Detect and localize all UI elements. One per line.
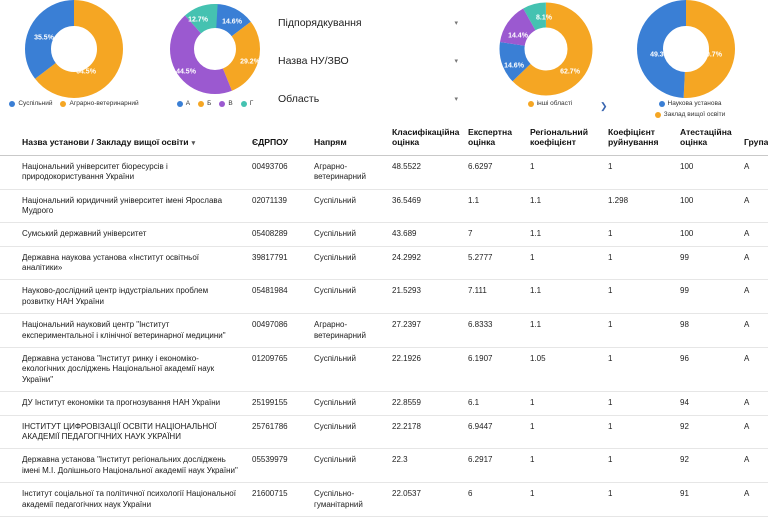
chevron-down-icon[interactable]: ▾ (454, 20, 458, 27)
legend-swatch-icon (659, 101, 665, 107)
chevron-down-icon[interactable]: ▾ (454, 96, 458, 103)
cell-atest: 96 (674, 348, 738, 392)
cell-napryam: Суспільний (308, 189, 386, 223)
cell-grupa: А (738, 483, 768, 517)
legend-item[interactable] (655, 111, 725, 118)
table-row[interactable] (0, 314, 768, 348)
cell-ruyn: 1 (602, 392, 674, 415)
cell-ruyn: 1 (602, 449, 674, 483)
cell-edrpou: 00493706 (246, 155, 308, 189)
donut-4-svg (620, 0, 760, 98)
cell-atest: 99 (674, 280, 738, 314)
cell-napryam: Аграрно-ветеринарний (308, 155, 386, 189)
cell-napryam: Суспільний (308, 246, 386, 280)
legend-item[interactable] (659, 100, 722, 107)
donut-chart-4 (620, 0, 760, 118)
legend-label: Аграрно-ветеринарний (69, 100, 139, 107)
legend-swatch-icon (241, 101, 247, 107)
filter-label: Область (278, 93, 320, 105)
cell-atest: 92 (674, 449, 738, 483)
legend-item[interactable] (9, 100, 52, 107)
cell-eksp: 7 (462, 223, 524, 246)
cell-grupa: А (738, 280, 768, 314)
column-header-regionalnyi[interactable]: Регіональний коефіцієнт (524, 122, 602, 155)
cell-atest: 91 (674, 483, 738, 517)
donut-4-label-0: 49.3% (650, 51, 670, 59)
donut-1-legend (8, 100, 140, 107)
legend-label: А (185, 100, 191, 107)
cell-edrpou: 05408289 (246, 223, 308, 246)
table-row[interactable] (0, 246, 768, 280)
cell-grupa: А (738, 223, 768, 246)
legend-item[interactable] (198, 100, 211, 107)
cell-eksp: 5.2777 (462, 246, 524, 280)
cell-name: ІНСТИТУТ ЦИФРОВІЗАЦІЇ ОСВІТИ НАЦІОНАЛЬНОЇ АКАДЕМІЇ ПЕДАГОГІЧНИХ НАУК УКРАЇНИ (0, 415, 246, 449)
donut-1-svg (8, 0, 140, 98)
cell-klas: 21.5293 (386, 280, 462, 314)
cell-reg: 1 (524, 155, 602, 189)
cell-ruyn: 1 (602, 280, 674, 314)
cell-name: Сумський державний університет (0, 223, 246, 246)
donut-2-graphic (160, 0, 270, 98)
cell-atest: 100 (674, 189, 738, 223)
results-table (0, 122, 768, 517)
cell-name: Національний науковий центр "Інститут експериментальної і клінічної ветеринарної медицини" (0, 314, 246, 348)
donut-3-graphic (486, 0, 614, 98)
table-row[interactable] (0, 189, 768, 223)
cell-grupa: А (738, 392, 768, 415)
donut-4-label-1: 50.7% (702, 51, 722, 59)
cell-reg: 1 (524, 415, 602, 449)
cell-atest: 100 (674, 223, 738, 246)
cell-ruyn: 1 (602, 483, 674, 517)
cell-grupa: А (738, 246, 768, 280)
cell-atest: 98 (674, 314, 738, 348)
cell-edrpou: 25761786 (246, 415, 308, 449)
donut-chart-1 (8, 0, 140, 107)
donut-2-legend (160, 100, 270, 107)
cell-klas: 22.1926 (386, 348, 462, 392)
cell-napryam: Суспільний (308, 223, 386, 246)
legend-swatch-icon (177, 101, 183, 107)
chevron-right-icon[interactable]: ❯ (600, 101, 608, 111)
cell-edrpou: 05539979 (246, 449, 308, 483)
legend-item[interactable] (219, 100, 232, 107)
cell-atest: 100 (674, 155, 738, 189)
column-header-napryam[interactable]: Напрям (308, 122, 386, 155)
table-row[interactable] (0, 392, 768, 415)
donut-chart-3 (486, 0, 614, 107)
donut-3-legend (486, 100, 614, 107)
cell-name: Державна установа "Інститут регіональних досліджень імені М.І. Долішнього Національної академії наук України" (0, 449, 246, 483)
cell-edrpou: 25199155 (246, 392, 308, 415)
cell-name: ДУ Інститут економіки та прогнозування НАН України (0, 392, 246, 415)
chevron-down-icon[interactable]: ▾ (454, 58, 458, 65)
legend-swatch-icon (528, 101, 534, 107)
cell-atest: 99 (674, 246, 738, 280)
cell-name: Державна установа "Інститут ринку і економіко-екологічних досліджень Національної академії наук України" (0, 348, 246, 392)
cell-grupa: А (738, 449, 768, 483)
cell-napryam: Суспільний (308, 449, 386, 483)
cell-klas: 43.689 (386, 223, 462, 246)
cell-name: Інститут соціальної та політичної психології Національної академії педагогічних наук України (0, 483, 246, 517)
cell-eksp: 7.111 (462, 280, 524, 314)
legend-item[interactable] (528, 100, 573, 107)
results-table-wrapper[interactable] (0, 122, 768, 509)
cell-ruyn: 1.298 (602, 189, 674, 223)
column-header-name[interactable] (0, 122, 246, 155)
donut-chart-2 (160, 0, 270, 107)
column-header-name-label: Назва установи / Закладу вищої освіти (22, 136, 189, 147)
cell-napryam: Суспільний (308, 415, 386, 449)
table-row[interactable] (0, 449, 768, 483)
legend-swatch-icon (198, 101, 204, 107)
donut-1-label-1: 64.5% (76, 68, 96, 76)
donut-3-svg (486, 0, 614, 98)
column-header-grupa[interactable]: Група (738, 122, 768, 155)
cell-napryam: Аграрно-ветеринарний (308, 314, 386, 348)
cell-eksp: 6.6297 (462, 155, 524, 189)
legend-label: Б (207, 100, 212, 107)
cell-reg: 1.05 (524, 348, 602, 392)
cell-edrpou: 21600715 (246, 483, 308, 517)
cell-atest: 94 (674, 392, 738, 415)
cell-klas: 36.5469 (386, 189, 462, 223)
donut-1-graphic (8, 0, 140, 98)
cell-name: Державна наукова установа «Інститут освітньої аналітики» (0, 246, 246, 280)
cell-ruyn: 1 (602, 348, 674, 392)
donut-3-label-0: 62.7% (560, 68, 580, 76)
cell-reg: 1.1 (524, 223, 602, 246)
donut-1-label-0: 35.5% (34, 34, 54, 42)
cell-atest: 92 (674, 415, 738, 449)
filter-label: Підпорядкування (278, 17, 362, 29)
column-header-ruynuvannya[interactable]: Коефіцієнт руйнування (602, 122, 674, 155)
filter-nazva-nu-zvo[interactable] (278, 42, 458, 80)
column-header-edrpou[interactable]: ЄДРПОУ (246, 122, 308, 155)
cell-name: Національний юридичний університет імені Ярослава Мудрого (0, 189, 246, 223)
cell-edrpou: 05481984 (246, 280, 308, 314)
legend-label: В (228, 100, 233, 107)
donut-2-label-0: 14.6% (222, 18, 242, 26)
charts-band (0, 0, 768, 120)
legend-item[interactable] (60, 100, 138, 107)
cell-eksp: 6.9447 (462, 415, 524, 449)
filter-oblast[interactable] (278, 80, 458, 118)
legend-swatch-icon (219, 101, 225, 107)
legend-label: Суспільний (18, 100, 53, 107)
filter-pidporyadkuvannya[interactable] (278, 4, 458, 42)
column-header-klasyfikatsiyna[interactable]: Класифікаційна оцінка (386, 122, 462, 155)
cell-eksp: 6.8333 (462, 314, 524, 348)
cell-ruyn: 1 (602, 223, 674, 246)
table-header-row (0, 122, 768, 155)
cell-grupa: А (738, 155, 768, 189)
donut-3-label-3: 8.1% (536, 14, 552, 22)
cell-ruyn: 1 (602, 246, 674, 280)
cell-klas: 22.8559 (386, 392, 462, 415)
donut-4-legend (620, 100, 760, 118)
column-header-atestatsiyna[interactable]: Атестаційна оцінка (674, 122, 738, 155)
cell-grupa: А (738, 314, 768, 348)
table-row[interactable] (0, 415, 768, 449)
cell-name: Національний університет біоресурсів і природокористування України (0, 155, 246, 189)
legend-swatch-icon (60, 101, 66, 107)
column-header-ekspertna[interactable]: Експертна оцінка (462, 122, 524, 155)
cell-ruyn: 1 (602, 415, 674, 449)
sort-caret-icon[interactable]: ▾ (191, 139, 196, 147)
cell-klas: 22.3 (386, 449, 462, 483)
cell-ruyn: 1 (602, 314, 674, 348)
donut-2-label-2: 44.5% (176, 68, 196, 76)
table-row[interactable] (0, 155, 768, 189)
cell-ruyn: 1 (602, 155, 674, 189)
cell-reg: 1 (524, 483, 602, 517)
filter-panel (278, 4, 458, 118)
cell-edrpou: 02071139 (246, 189, 308, 223)
table-row[interactable] (0, 483, 768, 517)
cell-name: Науково-дослідний центр індустріальних проблем розвитку НАН України (0, 280, 246, 314)
table-row[interactable] (0, 280, 768, 314)
donut-2-label-3: 12.7% (188, 16, 208, 24)
donut-3-label-1: 14.6% (504, 62, 524, 70)
cell-edrpou: 01209765 (246, 348, 308, 392)
cell-reg: 1.1 (524, 189, 602, 223)
legend-label: Г (249, 100, 254, 107)
cell-reg: 1 (524, 246, 602, 280)
cell-napryam: Суспільний (308, 280, 386, 314)
cell-klas: 22.0537 (386, 483, 462, 517)
cell-napryam: Суспільно-гуманітарний (308, 483, 386, 517)
cell-eksp: 6.1 (462, 392, 524, 415)
legend-item[interactable] (177, 100, 190, 107)
cell-klas: 27.2397 (386, 314, 462, 348)
cell-grupa: А (738, 189, 768, 223)
cell-edrpou: 39817791 (246, 246, 308, 280)
donut-4-graphic (620, 0, 760, 98)
cell-reg: 1.1 (524, 314, 602, 348)
filter-label: Назва НУ/ЗВО (278, 55, 349, 67)
cell-eksp: 6.1907 (462, 348, 524, 392)
cell-klas: 24.2992 (386, 246, 462, 280)
legend-item[interactable] (241, 100, 254, 107)
cell-grupa: А (738, 348, 768, 392)
table-header (0, 122, 768, 155)
cell-edrpou: 00497086 (246, 314, 308, 348)
legend-label: інші області (536, 100, 573, 107)
legend-label: Наукова установа (667, 100, 722, 107)
table-row[interactable] (0, 348, 768, 392)
cell-reg: 1 (524, 392, 602, 415)
donut-2-label-1: 29.2% (240, 58, 260, 66)
cell-klas: 22.2178 (386, 415, 462, 449)
cell-reg: 1 (524, 449, 602, 483)
legend-swatch-icon (9, 101, 15, 107)
legend-label: Заклад вищої освіти (663, 111, 726, 118)
cell-eksp: 1.1 (462, 189, 524, 223)
cell-napryam: Суспільний (308, 392, 386, 415)
cell-napryam: Суспільний (308, 348, 386, 392)
cell-grupa: А (738, 415, 768, 449)
table-row[interactable] (0, 223, 768, 246)
cell-reg: 1.1 (524, 280, 602, 314)
cell-klas: 48.5522 (386, 155, 462, 189)
donut-2-svg (160, 0, 270, 98)
cell-eksp: 6 (462, 483, 524, 517)
table-body (0, 155, 768, 516)
donut-3-label-2: 14.4% (508, 32, 528, 40)
legend-swatch-icon (655, 112, 661, 118)
cell-eksp: 6.2917 (462, 449, 524, 483)
